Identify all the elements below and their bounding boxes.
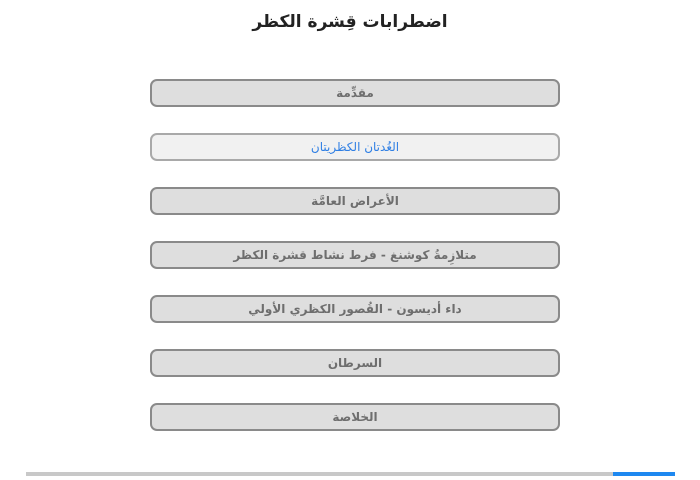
menu-item-adrenal-glands[interactable]: الغُدتان الكظريتان: [150, 133, 560, 161]
progress-bar: [26, 472, 675, 476]
menu-item-summary[interactable]: الخلاصة: [150, 403, 560, 431]
menu-item-general-symptoms[interactable]: الأعراض العامَّة: [150, 187, 560, 215]
chapter-menu: [150, 79, 560, 457]
menu-item-addison-disease[interactable]: داء أديسون - القُصور الكظري الأولي: [150, 295, 560, 323]
progress-bar-fill: [613, 472, 675, 476]
page-title: اضطرابات قِشرة الكظر: [252, 12, 448, 32]
menu-item-cushing-syndrome[interactable]: متلازِمةُ كوشنغ - فرط نشاط قشرة الكظر: [150, 241, 560, 269]
menu-item-introduction[interactable]: مقدِّمة: [150, 79, 560, 107]
menu-item-cancer[interactable]: السرطان: [150, 349, 560, 377]
